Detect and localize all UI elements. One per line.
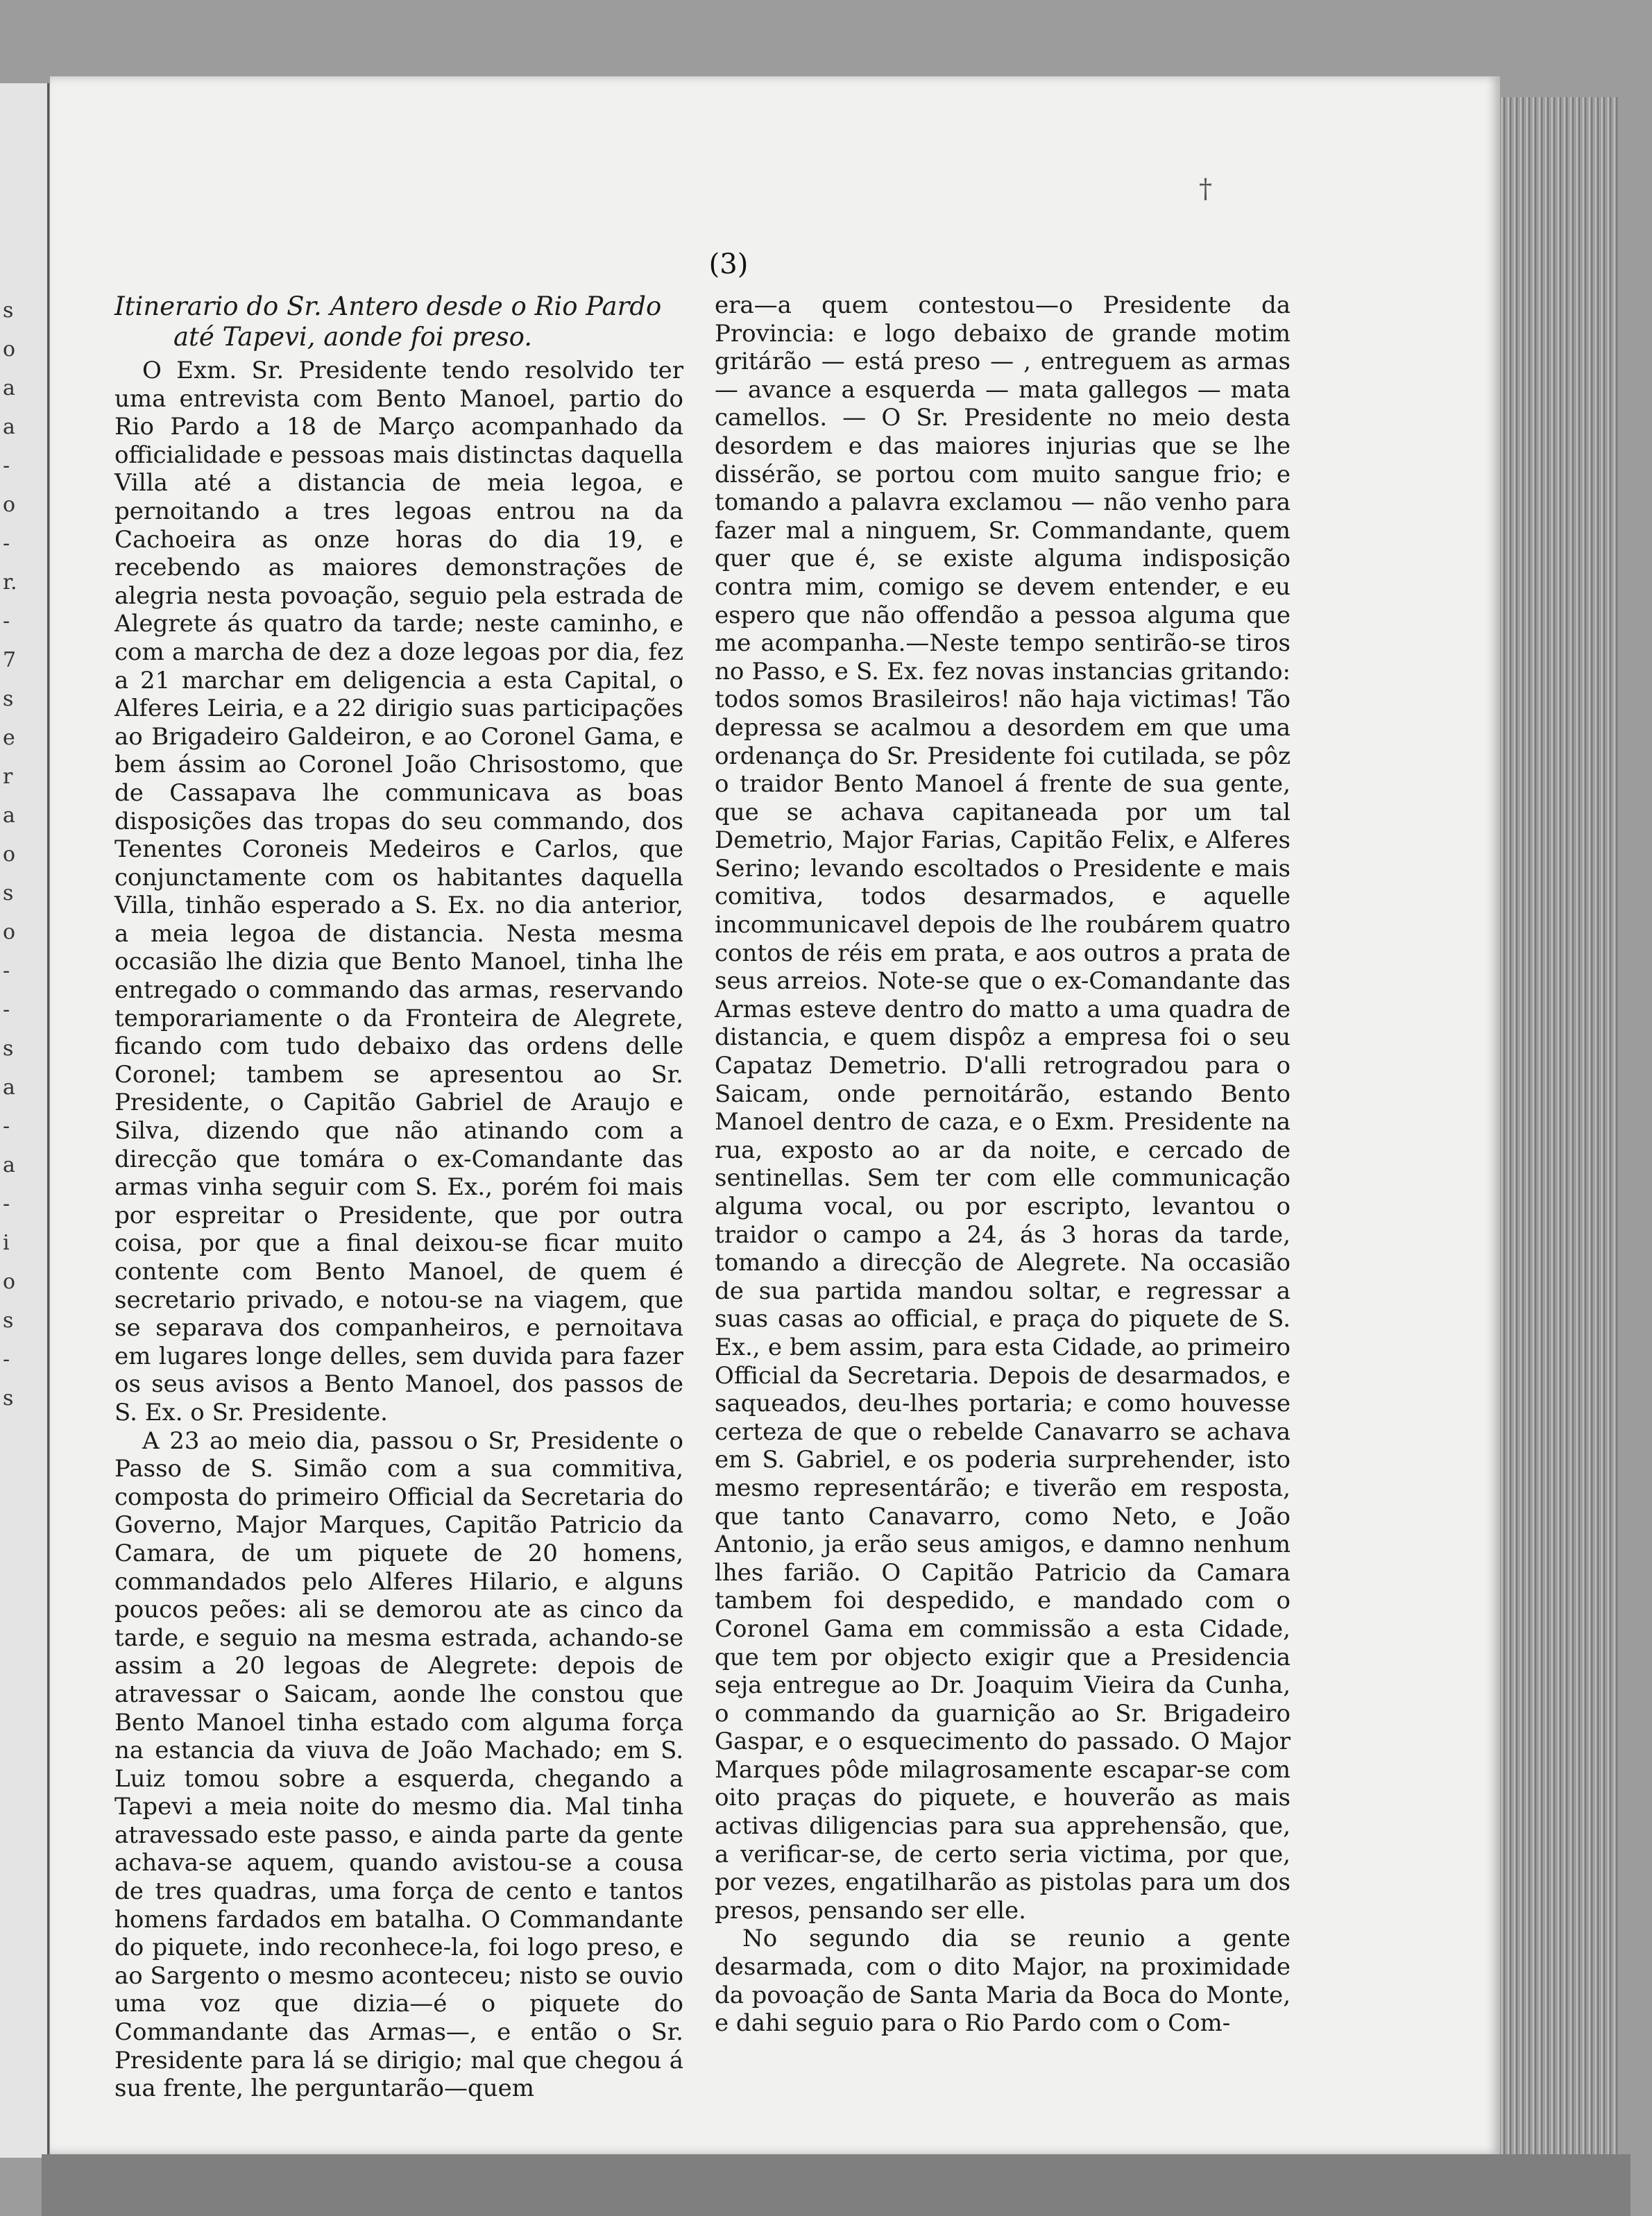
article-title-line-2: até Tapevi, aonde foi preso. <box>173 322 533 352</box>
margin-letter: - <box>3 1347 10 1372</box>
margin-letter: a <box>3 415 15 439</box>
margin-letter: s <box>3 1309 14 1333</box>
margin-letter: - <box>3 531 10 556</box>
margin-letter: s <box>3 298 14 323</box>
margin-letter: o <box>3 337 16 361</box>
page-number: (3) <box>708 248 749 280</box>
margin-letter: s <box>3 687 14 711</box>
page-decoration-mark: † <box>1199 173 1212 204</box>
margin-letter: - <box>3 1192 10 1216</box>
paragraph: O Exm. Sr. Presidente tendo resolvido ter uma entrevista com Bento Manoel, partio do Rio Pardo a 18 de Março acompanhado da officialidade e pessoas mais distinctas daquella Villa até a distancia de meia legoa, e pernoitando a tres legoas entrou na da Cachoeira as onze horas do dia 19, e recebendo as maiores demonstrações de alegria nesta povoação, seguio pela estrada de Alegrete ás quatro da tarde; neste caminho, e com a marcha de dez a doze legoas por dia, fez a 21 marchar em deligencia a esta Capital, o Alferes Leiria, e a 22 dirigio suas participações ao Brigadeiro Galdeiron, e ao Coronel Gama, e bem ássim ao Coronel João Chrisostomo, que de Cassapava lhe communicava as boas disposições das tropas do seu commando, dos Tenentes Coroneis Medeiros e Carlos, que conjunctamente com os habitantes daquella Villa, tinhão esperado a S. Ex. no dia anterior, a meia legoa de distancia. Nesta mesma occasião lhe dizia que Bento Manoel, tinha lhe entregado o commando das armas, reservando temporariamente o da Fronteira de Alegrete, ficando com tudo debaixo das ordens delle Coronel; tambem se apresentou ao Sr. Presidente, o Capitão Gabriel de Araujo e Silva, dizendo que não atinando com a direcção que tomára o ex-Comandante das armas vinha seguir com S. Ex., porém foi mais por espreitar o Presidente, que por outra coisa, por que a final deixou-se ficar muito contente com Bento Manoel, de quem é secretario privado, e notou-se na viagem, que se separava dos companheiros, e pernoitava em lugares longe delles, sem duvida para fazer os seus avisos a Bento Manoel, dos passos de S. Ex. o Sr. Presidente. <box>114 357 683 1426</box>
margin-letter: s <box>3 881 14 905</box>
article-title <box>114 291 683 352</box>
margin-letter: o <box>3 842 16 867</box>
text-column-left <box>114 291 683 2103</box>
margin-letter: s <box>3 1037 14 1061</box>
margin-letter: a <box>3 376 15 400</box>
margin-letter: - <box>3 609 10 633</box>
margin-letter: - <box>3 959 10 983</box>
margin-letter: a <box>3 803 15 828</box>
margin-letter: r. <box>3 570 17 595</box>
text-column-right <box>715 291 1291 2038</box>
margin-letter: a <box>3 1153 15 1177</box>
margin-letter: e <box>3 726 15 750</box>
previous-page-margin-letters <box>3 291 24 1418</box>
article-title-line-1: Itinerario do Sr. Antero desde o Rio Pardo <box>114 291 662 321</box>
paragraph: A 23 ao meio dia, passou o Sr, Presidente o Passo de S. Simão com a sua commitiva, composta do primeiro Official da Secretaria do Governo, Major Marques, Capitão Patricio da Camara, de um piquete de 20 homens, commandados pelo Alferes Hilario, e alguns poucos peões: ali se demorou ate as cinco da tarde, e seguio na mesma estrada, achando-se assim a 20 legoas de Alegrete: depois de atravessar o Saicam, aonde lhe constou que Bento Manoel tinha estado com alguma força na estancia da viuva de João Machado; em S. Luiz tomou sobre a esquerda, chegando a Tapevi a meia noite do mesmo dia. Mal tinha atravessado este passo, e ainda parte da gente achava-se aquem, quando avistou-se a cousa de tres quadras, uma força de cento e tantos homens fardados em batalha. O Commandante do piquete, indo reconhece-la, foi logo preso, e ao Sargento o mesmo aconteceu; nisto se ouvio uma voz que dizia—é o piquete do Commandante das Armas—, e então o Sr. Presidente para lá se dirigio; mal que chegou á sua frente, lhe perguntarão—quem <box>114 1426 683 2103</box>
margin-letter: - <box>3 1114 10 1139</box>
margin-letter: o <box>3 1270 16 1294</box>
margin-letter: - <box>3 998 10 1022</box>
margin-letter: 7 <box>3 648 17 672</box>
margin-letter: s <box>3 1386 14 1410</box>
margin-letter: r <box>3 765 13 789</box>
paragraph-continued: era—a quem contestou—o Presidente da Provincia: e logo debaixo de grande motim gritárão — está preso — , entreguem as armas — avance a esquerda — mata gallegos — mata camellos. — O Sr. Presidente no meio desta desordem e das maiores injurias que se lhe dissérão, se portou com muito sangue frio; e tomando a palavra exclamou — não venho para fazer mal a ninguem, Sr. Commandante, quem quer que é, se existe alguma indisposição contra mim, comigo se devem entender, e eu espero que não offendão a pessoa alguma que me acompanha.—Neste tempo sentirão-se tiros no Passo, e S. Ex. fez novas instancias gritando: todos somos Brasileiros! não haja victimas! Tão depressa se acalmou a desordem em que uma ordenança do Sr. Presidente foi cutilada, se pôz o traidor Bento Manoel á frente de sua gente, que se achava capitaneada por um tal Demetrio, Major Farias, Capitão Felix, e Alferes Serino; levando escoltados o Presidente e mais comitiva, todos desarmados, e aquelle incommunicavel depois de lhe roubárem quatro contos de réis em prata, e aos outros a prata de seus arreios. Note-se que o ex-Comandante das Armas esteve dentro do matto a uma quadra de distancia, e quem dispôz a empresa foi o seu Capataz Demetrio. D'alli retrogradou para o Saicam, onde pernoitárão, estando Bento Manoel dentro de caza, e o Exm. Presidente na rua, exposto ao ar da noite, e cercado de sentinellas. Sem ter com elle communicação alguma vocal, ou por escripto, levantou o traidor o campo a 24, ás 3 horas da tarde, tomando a direcção de Alegrete. Na occasião de sua partida mandou soltar, e regressar a suas casas ao official, e praça do piquete de S. Ex., e bem assim, para esta Cidade, ao primeiro Official da Secretaria. Depois de desarmados, e saqueados, deu-lhes portaria; e como houvesse certeza de que o rebelde Canavarro se achava em S. Gabriel, e os poderia surprehender, isto mesmo representárão; e tiverão em resposta, que tanto Canavarro, como Neto, e João Antonio, ja erão seus amigos, e damno nenhum lhes farião. O Capitão Patricio da Camara tambem foi despedido, e mandado com o Coronel Gama em commissão a esta Cidade, que tem por objecto exigir que a Presidencia seja entregue ao Dr. Joaquim Vieira da Cunha, o commando da guarnição ao Sr. Brigadeiro Gaspar, e o esquecimento do passado. O Major Marques pôde milagrosamente escapar-se com oito praças do piquete, e houverão as mais activas diligencias para sua apprehensão, que, a verificar-se, de certo seria victima, por que, por vezes, engatilharão as pistolas para um dos presos, pensando ser elle. <box>715 291 1291 1925</box>
bottom-shadow <box>42 2154 1630 2216</box>
margin-letter: o <box>3 493 16 517</box>
margin-letter: a <box>3 1075 15 1100</box>
paragraph: No segundo dia se reunio a gente desarmada, com o dito Major, na proximidade da povoação de Santa Maria da Boca do Monte, e dahi seguio para o Rio Pardo com o Com- <box>715 1925 1291 2038</box>
margin-letter: - <box>3 454 10 478</box>
margin-letter: i <box>3 1231 10 1255</box>
page-block-edge <box>1500 97 1618 2165</box>
margin-letter: o <box>3 920 16 944</box>
